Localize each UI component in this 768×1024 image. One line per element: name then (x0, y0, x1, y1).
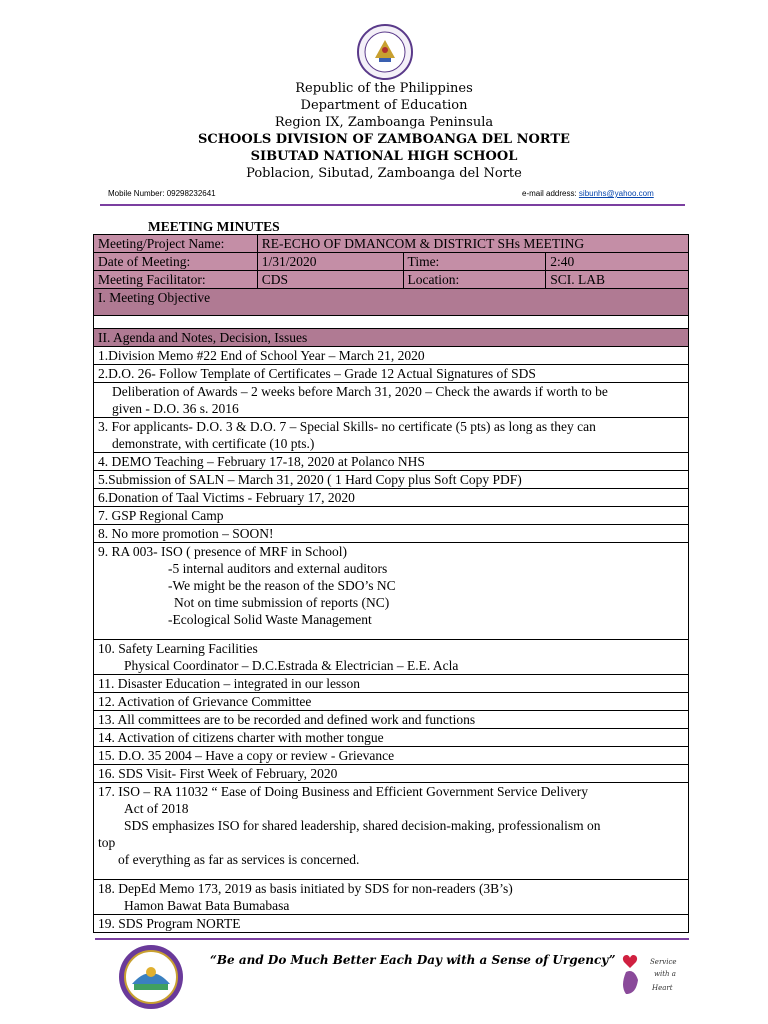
table-row (94, 640, 689, 675)
header-line-department: Department of Education (300, 98, 468, 113)
agenda-item-17-line-2: Act of 2018 (124, 801, 189, 816)
agenda-item-5: 5.Submission of SALN – March 31, 2020 ( 1 Hard Copy plus Soft Copy PDF) (94, 471, 689, 489)
table-row (94, 880, 689, 915)
email-link[interactable]: sibunhs@yahoo.com (578, 189, 654, 198)
table-row (94, 693, 689, 711)
table-row (94, 915, 689, 933)
mobile-number: Mobile Number: 09298232641 (108, 189, 216, 198)
agenda-item-6: 6.Donation of Taal Victims - February 17, 2020 (94, 489, 689, 507)
label-meeting-name: Meeting/Project Name: (94, 235, 258, 253)
header-divider (100, 204, 685, 206)
agenda-item-18 (94, 880, 689, 915)
agenda-item-2-title: 2.D.O. 26- Follow Template of Certificates – Grade 12 Actual Signatures of SDS (94, 365, 689, 383)
footer-motto: “Be and Do Much Better Each Day with a Sense of Urgency” (210, 953, 616, 967)
agenda-item-9 (94, 543, 689, 640)
table-row (94, 365, 689, 383)
agenda-item-9-line-3: -We might be the reason of the SDO’s NC (168, 578, 396, 593)
row-objective-blank (94, 316, 689, 329)
agenda-item-19: 19. SDS Program NORTE (94, 915, 689, 933)
agenda-item-2-line-1: Deliberation of Awards – 2 weeks before March 31, 2020 – Check the awards if worth to be (112, 384, 608, 399)
label-location: Location: (403, 271, 546, 289)
table-row (94, 525, 689, 543)
header-line-address: Poblacion, Sibutad, Zamboanga del Norte (246, 166, 522, 181)
value-meeting-name: RE-ECHO OF DMANCOM & DISTRICT SHs MEETING (257, 235, 688, 253)
table-row (94, 783, 689, 880)
table-row (94, 543, 689, 640)
agenda-item-4: 4. DEMO Teaching – February 17-18, 2020 at Polanco NHS (94, 453, 689, 471)
agenda-item-9-line-1: 9. RA 003- ISO ( presence of MRF in School) (98, 544, 347, 559)
email-address (522, 189, 654, 198)
agenda-item-17-line-1: 17. ISO – RA 11032 “ Ease of Doing Business and Efficient Government Service Delivery (98, 784, 589, 799)
value-date: 1/31/2020 (257, 253, 403, 271)
table-row (94, 418, 689, 453)
row-section-agenda (94, 329, 689, 347)
svg-text:Heart: Heart (652, 984, 673, 992)
table-row (94, 765, 689, 783)
agenda-item-14: 14. Activation of citizens charter with mother tongue (94, 729, 689, 747)
objective-content (94, 316, 689, 329)
value-location: SCI. LAB (546, 271, 689, 289)
agenda-item-10-line-1: 10. Safety Learning Facilities (98, 641, 258, 656)
header-line-republic: Republic of the Philippines (295, 81, 473, 96)
table-row (94, 711, 689, 729)
svg-text:with a: with a (654, 970, 676, 978)
header-line-region: Region IX, Zamboanga Peninsula (274, 115, 494, 130)
agenda-item-10 (94, 640, 689, 675)
table-row (94, 453, 689, 471)
row-section-objective (94, 289, 689, 316)
agenda-item-2-detail (94, 383, 689, 418)
header-line-division: SCHOOLS DIVISION OF ZAMBOANGA DEL NORTE (198, 132, 570, 147)
agenda-item-17-line-4: top (98, 835, 116, 850)
agenda-item-12: 12. Activation of Grievance Committee (94, 693, 689, 711)
value-time: 2:40 (546, 253, 689, 271)
agenda-item-3 (94, 418, 689, 453)
agenda-item-17-line-3: SDS emphasizes ISO for shared leadership, shared decision-making, professionalism on (124, 818, 601, 833)
table-row (94, 747, 689, 765)
agenda-item-9-line-4: Not on time submission of reports (NC) (174, 595, 390, 610)
deped-seal-logo (357, 24, 413, 80)
agenda-item-18-line-2: Hamon Bawat Bata Bumabasa (124, 898, 290, 913)
agenda-item-18-line-1: 18. DepEd Memo 173, 2019 as basis initiated by SDS for non-readers (3B’s) (98, 881, 513, 896)
row-date-time (94, 253, 689, 271)
agenda-item-17-line-5: of everything as far as services is concerned. (118, 852, 360, 867)
table-row (94, 675, 689, 693)
svg-text:Service: Service (650, 958, 677, 966)
letterhead (0, 80, 768, 182)
header-line-school: SIBUTAD NATIONAL HIGH SCHOOL (250, 149, 518, 164)
section-objective: I. Meeting Objective (94, 289, 689, 316)
agenda-item-9-line-5: -Ecological Solid Waste Management (168, 612, 372, 627)
table-row (94, 471, 689, 489)
school-seal-logo (118, 944, 184, 1010)
agenda-item-3-line-2: demonstrate, with certificate (10 pts.) (112, 436, 315, 451)
agenda-item-15: 15. D.O. 35 2004 – Have a copy or review - Grievance (94, 747, 689, 765)
agenda-item-9-line-2: -5 internal auditors and external auditors (168, 561, 388, 576)
agenda-item-2-line-2: given - D.O. 36 s. 2016 (112, 401, 239, 416)
table-row (94, 489, 689, 507)
row-facilitator-location (94, 271, 689, 289)
footer-divider (95, 938, 689, 940)
table-row (94, 507, 689, 525)
agenda-item-1: 1.Division Memo #22 End of School Year – March 21, 2020 (94, 347, 689, 365)
document-title: MEETING MINUTES (148, 219, 280, 234)
label-date: Date of Meeting: (94, 253, 258, 271)
row-meeting-name (94, 235, 689, 253)
agenda-item-11: 11. Disaster Education – integrated in our lesson (94, 675, 689, 693)
table-row (94, 729, 689, 747)
minutes-table (93, 234, 689, 933)
agenda-item-3-line-1: 3. For applicants- D.O. 3 & D.O. 7 – Special Skills- no certificate (5 pts) as long as they can (98, 419, 596, 434)
agenda-item-17 (94, 783, 689, 880)
table-row (94, 347, 689, 365)
email-label: e-mail address: (522, 189, 579, 198)
service-with-a-heart-logo (616, 950, 678, 998)
label-facilitator: Meeting Facilitator: (94, 271, 258, 289)
agenda-item-8: 8. No more promotion – SOON! (94, 525, 689, 543)
label-time: Time: (403, 253, 546, 271)
agenda-item-13: 13. All committees are to be recorded and defined work and functions (94, 711, 689, 729)
value-facilitator: CDS (257, 271, 403, 289)
agenda-item-10-line-2: Physical Coordinator – D.C.Estrada & Electrician – E.E. Acla (124, 658, 459, 673)
agenda-item-7: 7. GSP Regional Camp (94, 507, 689, 525)
agenda-item-16: 16. SDS Visit- First Week of February, 2020 (94, 765, 689, 783)
section-agenda: II. Agenda and Notes, Decision, Issues (94, 329, 689, 347)
table-row (94, 383, 689, 418)
